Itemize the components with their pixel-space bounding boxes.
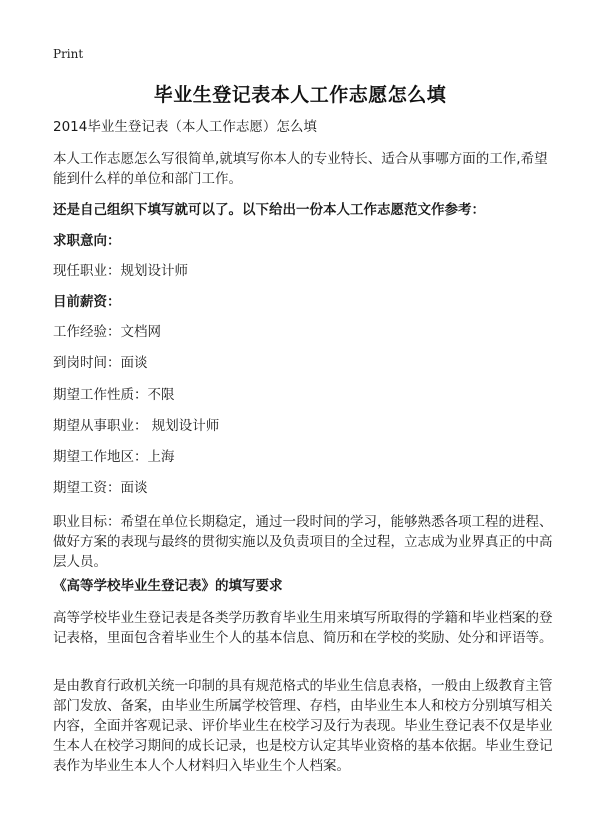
intro-paragraph: 本人工作志愿怎么写很简单,就填写你本人的专业特长、适合从事哪方面的工作,希望能到什么样的单位和部门工作。 [53, 151, 548, 187]
requirements-paragraph-1: 高等学校毕业生登记表是各类学历教育毕业生用来填写所取得的学籍和毕业档案的登记表格，里面包含着毕业生个人的基本信息、简历和在学校的奖励、处分和评语等。 [53, 610, 553, 646]
page-title: 毕业生登记表本人工作志愿怎么填 [153, 84, 447, 106]
desired-job: 期望从事职业： 规划设计师 [53, 418, 220, 434]
desired-salary: 期望工资：面谈 [53, 480, 148, 496]
desired-area: 期望工作地区：上海 [53, 449, 175, 465]
subtitle: 2014毕业生登记表（本人工作志愿）怎么填 [53, 119, 317, 135]
job-nature: 期望工作性质：不限 [53, 387, 175, 403]
arrival-time: 到岗时间：面谈 [53, 355, 148, 371]
job-intention-heading: 求职意向： [53, 233, 121, 249]
experience: 工作经验：文档网 [53, 324, 161, 340]
current-job: 现任职业：规划设计师 [53, 263, 188, 279]
print-label: Print [53, 47, 84, 61]
bold-note: 还是自己组织下填写就可以了。以下给出一份本人工作志愿范文作参考： [53, 202, 485, 218]
requirements-heading: 《高等学校毕业生登记表》的填写要求 [53, 578, 283, 594]
career-goal: 职业目标：希望在单位长期稳定，通过一段时间的学习，能够熟悉各项工程的进程、做好方案的表现与最终的贯彻实施以及负责项目的全过程，立志成为业界真正的中高层人员。 [53, 514, 553, 570]
salary-heading: 目前薪资： [53, 294, 121, 310]
requirements-paragraph-2: 是由教育行政机关统一印制的具有规范格式的毕业生信息表格，一般由上级教育主管部门发放、备案，由毕业生所属学校管理、存档，由毕业生本人和校方分别填写相关内容，全面并客观记录、评价毕业生在校学习及行为表现。毕业生登记表不仅是毕业生本人在校学习期间的成长记录，也是校方认定其毕业资格的基本依据。毕业生登记表作为毕业生本人个人材料归入毕业生个人档案。 [53, 678, 553, 774]
